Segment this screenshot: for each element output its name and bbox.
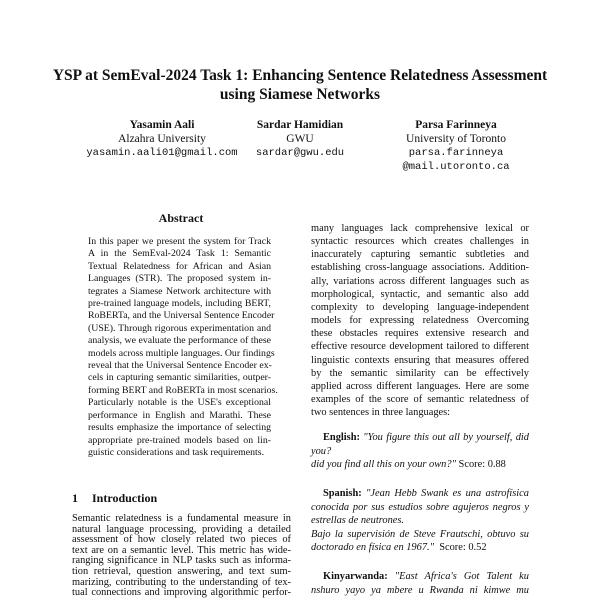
text-line: RoBERTa, and the Universal Sentence Encoder [88,310,275,322]
text-line: models across multiple languages. Our findings [88,347,275,359]
paper-title: YSP at SemEval-2024 Task 1: Enhancing Sentence Relatedness Assessment using Siamese Networks [52,67,548,103]
text-line: marizing, contributing to the understanding of tex- [72,576,291,588]
introduction-body [72,514,291,599]
text-line: morphological, syntactic, and semantic also add [311,288,529,300]
text-line: A in the SemEval-2024 Task 1: Semantic [88,248,271,260]
text-line: performance in English and Marathi. These [88,409,271,421]
author-1: Yasamin Aali Alzahra University yasamin.aali01@gmail.com [86,119,238,159]
example-spanish: Spanish: "Jean Hebb Swank es una astrofísica conocida por sus estudios sobre agujeros negros y estrellas de neutrones. Bajo la supervisión de Steve Frautschi, obtuvo su doctorado en física en 1967." Score: 0.52 [311,488,529,553]
text-line: models for expressing relatedness Overcoming [311,315,529,327]
section-heading-introduction: 1 Introduction [72,491,158,505]
text-line: ranging significance in NLP tasks such as informa- [72,555,291,567]
text-line: results emphasize the importance of selecting [88,422,271,434]
author-2: Sardar Hamidian GWU sardar@gwu.edu [255,119,345,159]
text-line: appropriate pre-trained models based on lin- [88,434,271,446]
text-line: Semantic relatedness is a fundamental measure in [72,513,291,524]
text-line: cels in capturing semantic similarities, outper- [88,372,271,384]
text-line: establishing cross-language associations. Addition- [311,262,529,274]
text-line: guistic considerations and task requirements. [88,446,265,458]
text-line: (USE). Through rigorous experimentation and [88,322,271,334]
right-column-body [311,222,529,419]
text-line: many languages lack comprehensive lexical or [311,223,529,234]
text-line: syntactic resources which creates challenges in [311,236,529,248]
author-3: Parsa Farinneya University of Toronto parsa.farinneya @mail.utoronto.ca [402,119,510,173]
text-line: reveal that the Universal Sentence Encoder ex- [88,360,272,372]
text-line: natural language processing, providing a detailed [72,523,291,535]
example-kinyarwanda: Kinyarwanda: "East Africa's Got Talent ku nshuro yayo ya mbere u Rwanda ni kimwe mu [311,571,529,596]
text-line: Particularly notable is the USE's exceptional [88,397,271,409]
text-line: tegrates a Siamese Network architecture with [88,285,271,297]
text-line: applied across different languages. Here are some [311,380,529,392]
text-line: ally, variations across different languages such as [311,275,529,287]
text-line: text are on a semantic level. This metric has wide- [72,544,291,556]
text-line: these obstacles requires extensive research and [311,328,529,340]
text-line: tual connections and improving algorithmic perfor- [72,587,291,599]
text-line: effective resource development tailored to different [311,341,529,353]
text-line: In this paper we present the system for Track [88,236,271,247]
text-line: linguistic contexts ensuring that measures offered [311,354,529,366]
text-line: inaccurately capturing semantic subtleties and [311,249,529,261]
text-line: tion retrieval, question answering, and text sum- [72,565,291,577]
text-line: assessment of how closely related two pieces of [72,534,291,546]
text-line: examples of the score of semantic relatedness of [311,394,529,406]
example-english: English: "You figure this out all by yourself, did you? did you find all this on your own?" Score: 0.88 [311,432,529,470]
abstract-body [88,236,278,459]
text-line: Languages (STR). The proposed system in- [88,273,271,285]
text-line: analysis, we evaluate the performance of these [88,335,271,347]
text-line: forming BERT and RoBERTa in most scenarios. [88,384,278,396]
text-line: Textual Relatedness for African and Asian [88,260,271,272]
text-line: two sentences in three languages: [311,407,451,419]
text-line: pre-trained language models, including BERT, [88,298,271,310]
text-line: complexity to developing language-independent [311,301,529,313]
abstract-heading: Abstract [158,211,204,225]
text-line: by the semantic similarity can be effectively [311,367,529,379]
